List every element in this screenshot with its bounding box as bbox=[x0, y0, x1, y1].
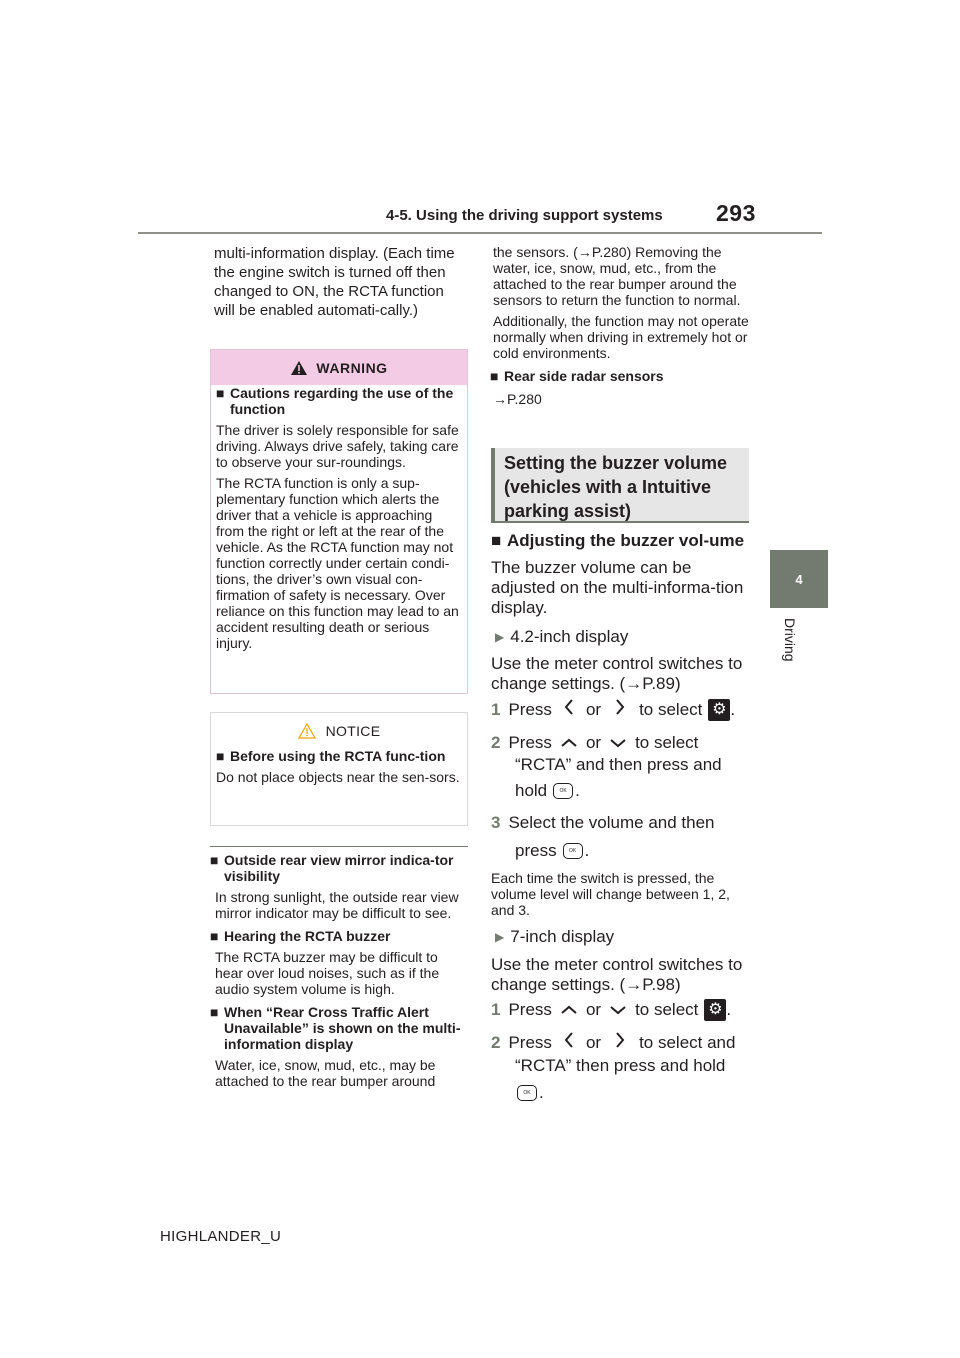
adjust-volume-heading: ■ Adjusting the buzzer vol-ume bbox=[491, 531, 745, 550]
right-upper-block bbox=[490, 244, 749, 407]
triangle-bullet-icon: ▶ bbox=[495, 630, 505, 644]
right-arrow-icon bbox=[615, 1031, 625, 1055]
left-lower-sections bbox=[210, 852, 468, 1089]
notice-heading: ■ Before using the RCTA func-tion bbox=[216, 748, 446, 764]
warning-box bbox=[210, 349, 468, 694]
step-1-42: 1 Press or to select ⚙ . bbox=[491, 698, 753, 722]
chapter-number: 4 bbox=[795, 571, 803, 587]
step-1-7: 1 Press or to select ⚙ . bbox=[491, 1000, 732, 1019]
up-arrow-icon bbox=[560, 999, 578, 1021]
step-2-42: 2 Press or to select bbox=[491, 733, 699, 752]
step-2-42-cont: “RCTA” and then press and bbox=[515, 755, 722, 774]
settings-gear-icon: ⚙ bbox=[704, 999, 726, 1021]
mirror-visibility-heading: ■ Outside rear view mirror indica-tor visibility bbox=[210, 852, 454, 884]
square-bullet-icon: ■ bbox=[216, 385, 225, 401]
settings-gear-icon: ⚙ bbox=[708, 699, 730, 721]
chapter-label: Driving bbox=[782, 618, 798, 662]
step-3-42-press: press OK . bbox=[515, 841, 590, 860]
unavailable-heading: ■ When “Rear Cross Traffic Alert Unavailable” is shown on the multi-information display bbox=[210, 1004, 461, 1052]
use-switches-7: Use the meter control switches to change settings. (→P.98) bbox=[491, 955, 743, 994]
step-3-42: 3 Select the volume and then bbox=[491, 813, 715, 832]
header-divider bbox=[138, 232, 822, 234]
radar-sensors-heading: ■ Rear side radar sensors bbox=[490, 368, 664, 384]
volume-level-note: Each time the switch is pressed, the volume level will change between 1, 2, and 3. bbox=[491, 870, 730, 918]
buzzer-volume-content bbox=[491, 531, 753, 1104]
warning-title: WARNING bbox=[316, 359, 388, 376]
square-bullet-icon: ■ bbox=[210, 928, 219, 944]
continued-text-2: Additionally, the function may not operate normally when driving in extremely hot or cold environments. bbox=[493, 313, 749, 361]
step-2-7: 2 Press or to select and bbox=[491, 1031, 753, 1055]
notice-title: NOTICE bbox=[325, 722, 381, 739]
notice-box bbox=[210, 712, 468, 826]
triangle-bullet-icon: ▶ bbox=[495, 930, 505, 944]
down-arrow-icon bbox=[609, 999, 627, 1021]
adjust-volume-text: The buzzer volume can be adjusted on the multi-informa-tion display. bbox=[491, 558, 744, 617]
up-arrow-icon bbox=[560, 732, 578, 754]
intro-text: multi-information display. (Each time the engine switch is turned off then changed to ON, the RCTA function will be enabled automati-cally.) bbox=[214, 245, 455, 319]
ok-button-icon: OK bbox=[563, 843, 583, 859]
footer-model: HIGHLANDER_U bbox=[160, 1228, 282, 1245]
radar-sensors-ref: →P.280 bbox=[493, 391, 542, 407]
square-bullet-icon: ■ bbox=[490, 368, 499, 384]
section-divider bbox=[210, 846, 468, 847]
display-7-label: ▶ 7-inch display bbox=[495, 927, 615, 946]
warning-header bbox=[211, 350, 467, 385]
continued-text-1: the sensors. (→P.280) Removing the water, ice, snow, mud, etc., from the attached to the rear bumper around the sensors to return the function to normal. bbox=[493, 244, 741, 308]
buzzer-volume-title: Setting the buzzer volume (vehicles with a Intuitive parking assist) bbox=[504, 453, 728, 521]
buzzer-hearing-heading: ■ Hearing the RCTA buzzer bbox=[210, 928, 391, 944]
left-arrow-icon bbox=[564, 1031, 574, 1055]
use-switches-42: Use the meter control switches to change settings. (→P.89) bbox=[491, 654, 743, 693]
step-2-7-cont: “RCTA” then press and hold bbox=[515, 1056, 726, 1075]
mirror-visibility-text: In strong sunlight, the outside rear view mirror indicator may be difficult to see. bbox=[215, 889, 459, 921]
buzzer-volume-section-header bbox=[491, 448, 749, 523]
left-arrow-icon bbox=[564, 698, 574, 722]
warning-para-2: The RCTA function is only a sup-plementary function which alerts the driver that a vehicle is approaching from the right or left at the rear of the vehicle. As the RCTA function may not function correctly under certain condi-tions, the driver’s own visual con-firmation of safety is necessary. Over reliance on this function may lead to an accident resulting death or serious injury. bbox=[216, 475, 459, 651]
warning-triangle-icon bbox=[290, 360, 308, 376]
square-bullet-icon: ■ bbox=[216, 748, 225, 764]
buzzer-hearing-text: The RCTA buzzer may be difficult to hear over loud noises, such as if the audio system volume is high. bbox=[215, 949, 440, 997]
step-2-7-hold: OK . bbox=[491, 1082, 753, 1104]
display-42-label: ▶ 4.2-inch display bbox=[495, 627, 629, 646]
square-bullet-icon: ■ bbox=[210, 852, 219, 868]
section-title: 4-5. Using the driving support systems bbox=[386, 207, 663, 224]
square-bullet-icon: ■ bbox=[491, 531, 502, 550]
intro-block bbox=[214, 244, 464, 320]
step-2-42-hold: hold OK . bbox=[515, 781, 580, 800]
chapter-tab bbox=[770, 550, 828, 608]
page-number: 293 bbox=[716, 200, 756, 226]
square-bullet-icon: ■ bbox=[210, 1004, 219, 1020]
notice-header bbox=[211, 713, 467, 748]
warning-heading: ■ Cautions regarding the use of the function bbox=[216, 385, 454, 417]
down-arrow-icon bbox=[609, 732, 627, 754]
unavailable-text: Water, ice, snow, mud, etc., may be attached to the rear bumper around bbox=[215, 1057, 436, 1089]
ok-button-icon: OK bbox=[553, 783, 573, 799]
caution-triangle-icon bbox=[298, 723, 316, 739]
warning-para-1: The driver is solely responsible for safe driving. Always drive safely, taking care to observe your sur-roundings. bbox=[216, 422, 459, 470]
right-arrow-icon bbox=[615, 698, 625, 722]
ok-button-icon: OK bbox=[517, 1085, 537, 1101]
notice-para: Do not place objects near the sen-sors. bbox=[216, 769, 460, 785]
